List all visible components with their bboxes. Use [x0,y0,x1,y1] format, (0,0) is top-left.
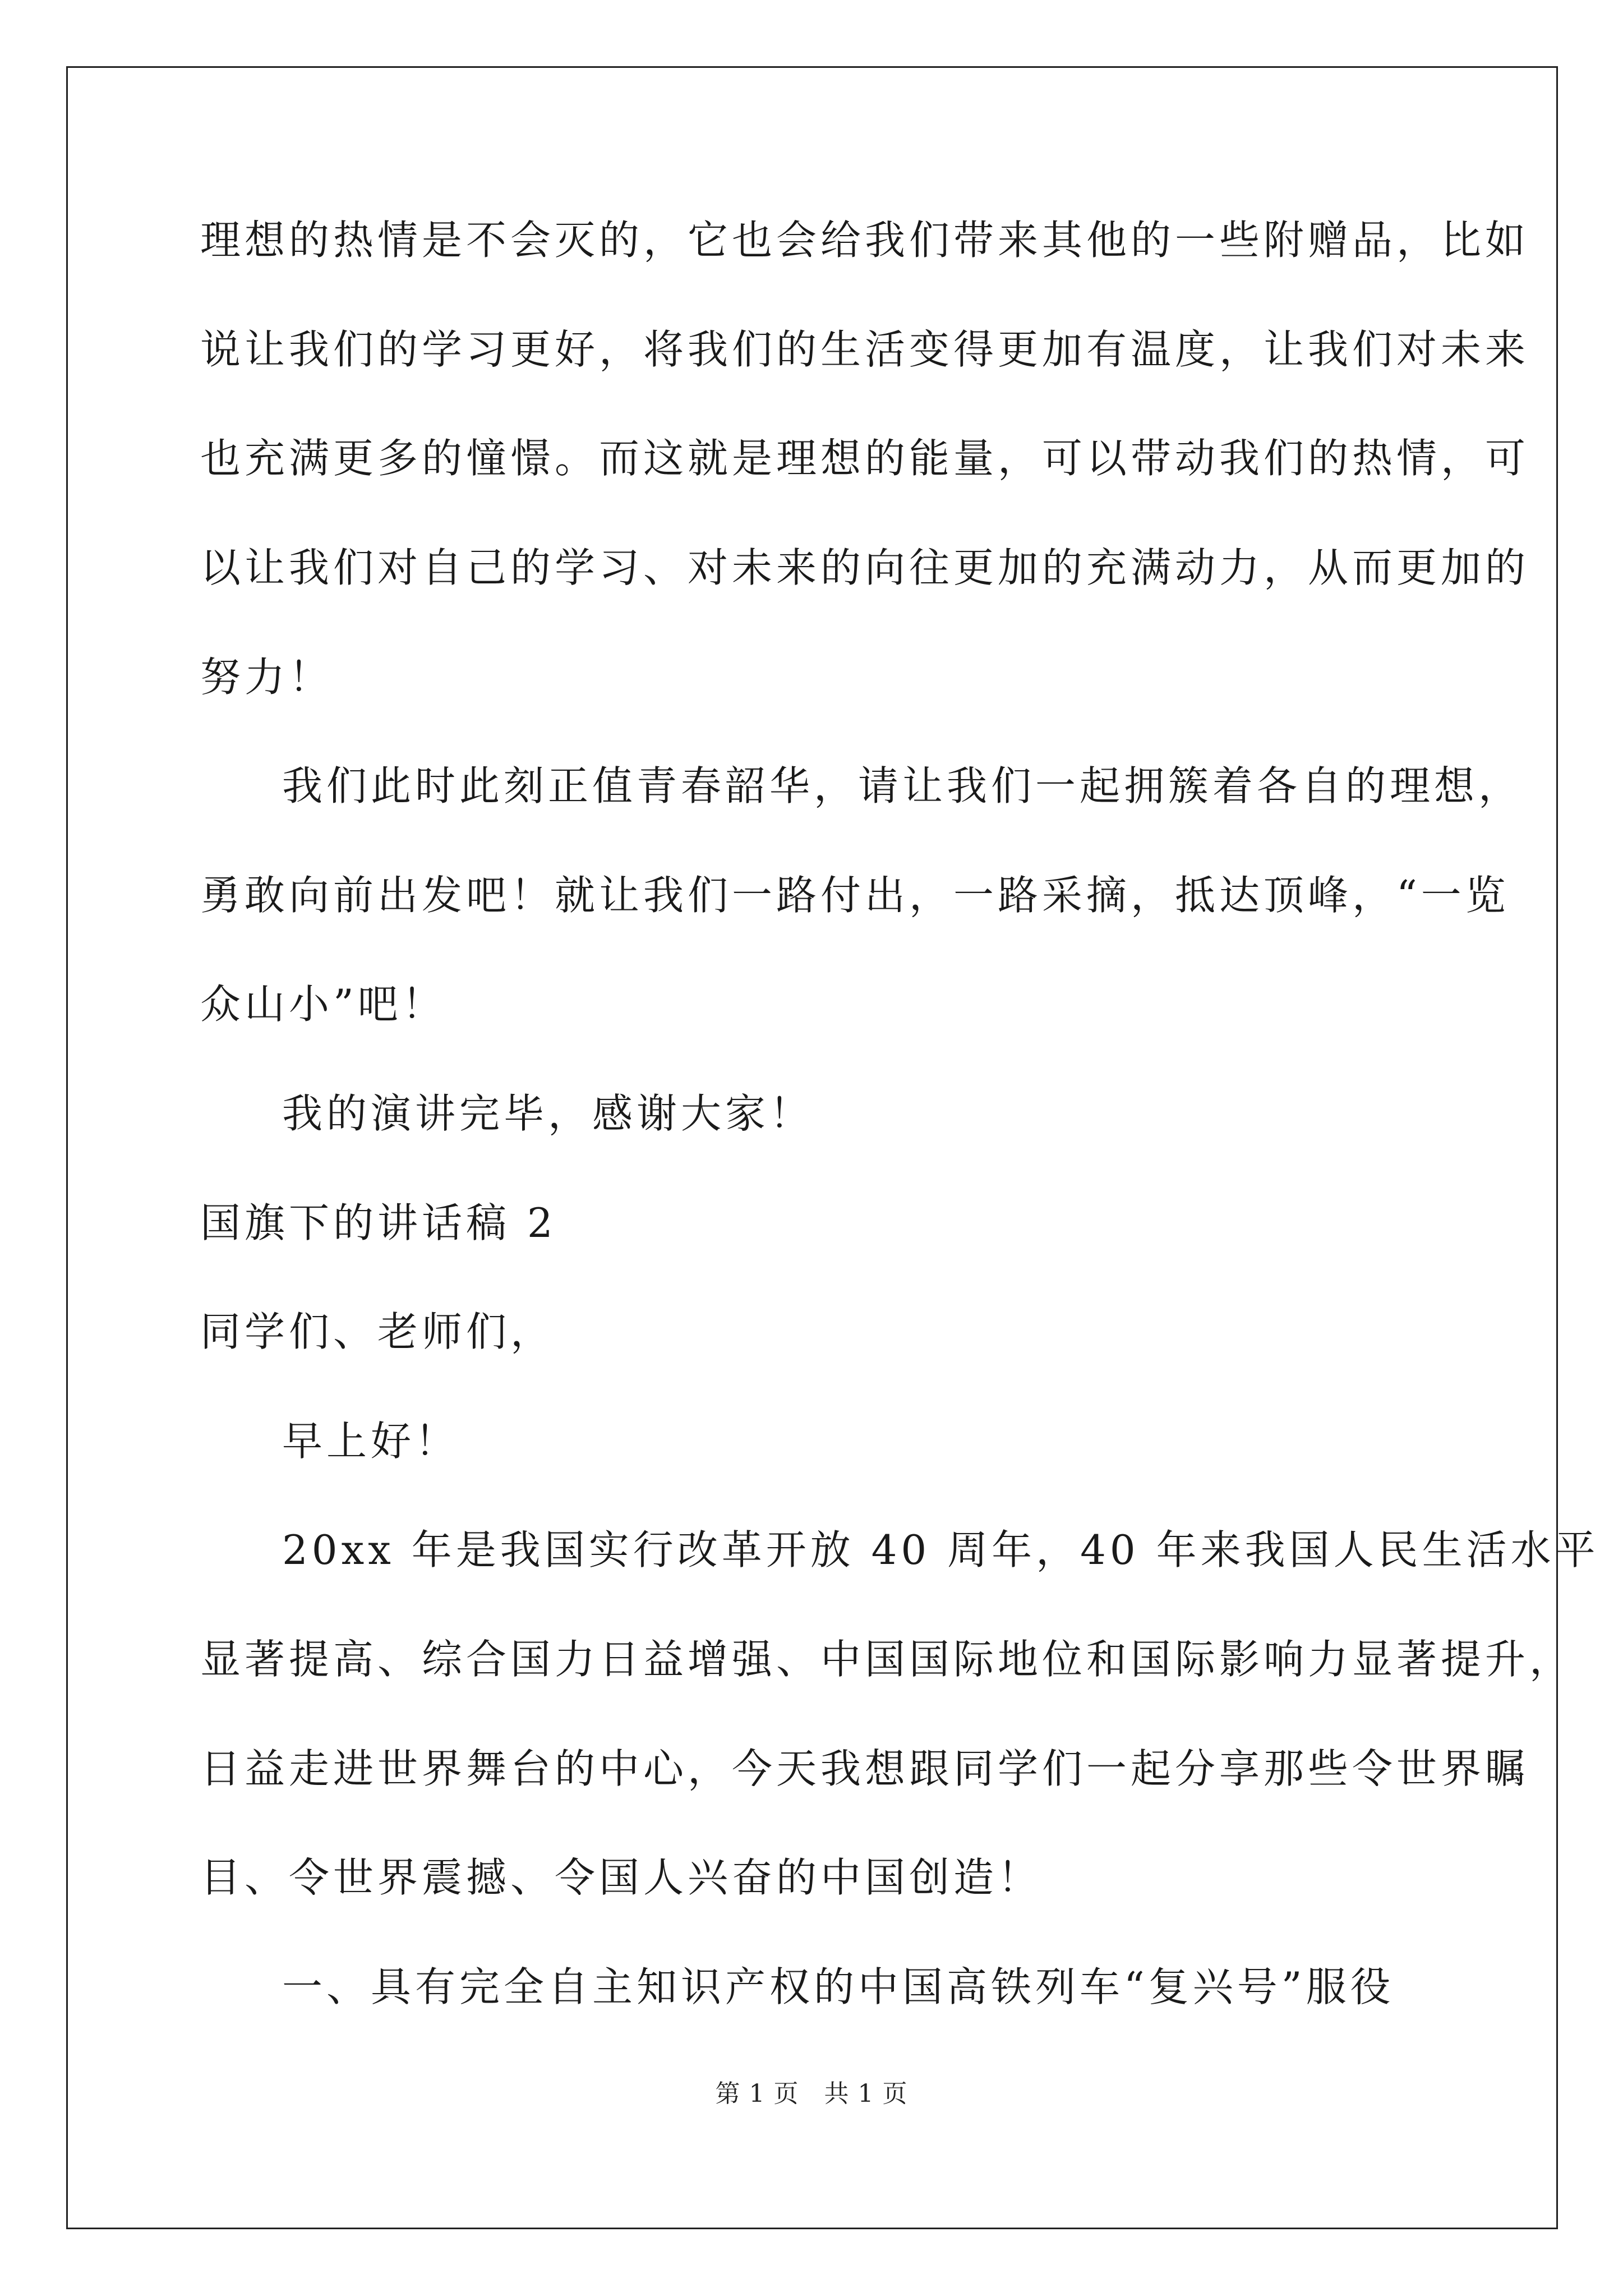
greeting: 早上好！ [282,1418,460,1465]
paragraph-line: 众山小”吧！ [200,981,446,1028]
paragraph-line: 日益走进世界舞台的中心，今天我想跟同学们一起分享那些令世界瞩 [200,1745,1530,1792]
section-title: 国旗下的讲话稿 2 [200,1199,557,1246]
paragraph-line: 也充满更多的憧憬。而这就是理想的能量，可以带动我们的热情，可 [200,435,1530,482]
paragraph-line: 目、令世界震撼、令国人兴奋的中国创造！ [200,1854,1043,1901]
list-item: 一、具有完全自主知识产权的中国高铁列车“复兴号”服役 [282,1963,1395,2010]
paragraph-line: 我们此时此刻正值青春韶华，请让我们一起拥簇着各自的理想， [282,762,1523,809]
paragraph-line: 理想的热情是不会灭的，它也会给我们带来其他的一些附赠品，比如 [200,217,1530,264]
paragraph-line: 20xx 年是我国实行改革开放 40 周年，40 年来我国人民生活水平 [282,1526,1599,1573]
paragraph-line: 显著提高、综合国力日益增强、中国国际地位和国际影响力显著提升， [200,1636,1574,1683]
paragraph-line: 以让我们对自己的学习、对未来的向往更加的充满动力，从而更加的 [200,544,1530,591]
salutation: 同学们、老师们， [200,1308,555,1355]
closing-line: 我的演讲完毕，感谢大家！ [282,1090,814,1137]
paragraph-line: 说让我们的学习更好，将我们的生活变得更加有温度，让我们对未来 [200,326,1530,373]
paragraph-line: 勇敢向前出发吧！就让我们一路付出，一路采摘，抵达顶峰，“一览 [200,872,1510,919]
paragraph-line: 努力！ [200,654,334,701]
page-footer: 第 1 页 共 1 页 [715,2079,908,2108]
